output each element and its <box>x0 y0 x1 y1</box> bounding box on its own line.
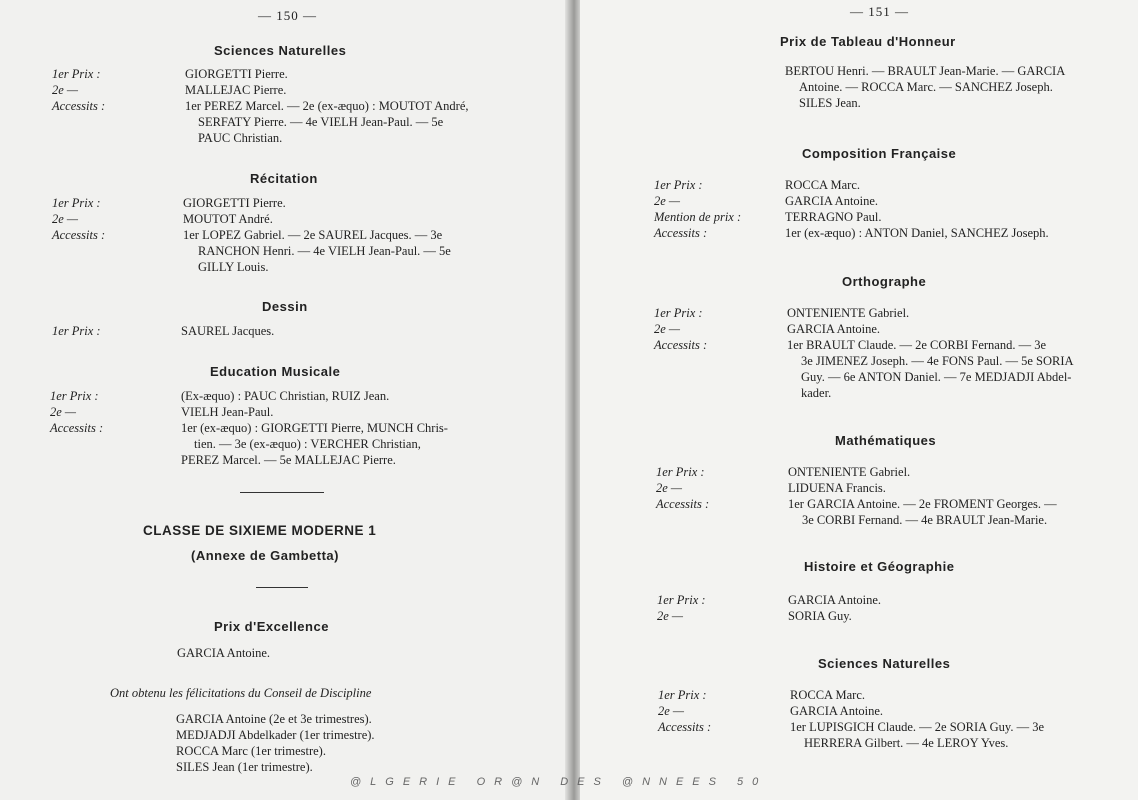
prix-excellence-winner: GARCIA Antoine. <box>177 646 271 660</box>
award-label: Accessits : <box>654 338 708 352</box>
award-value: MOUTOT André. <box>183 212 273 226</box>
award-value: ROCCA Marc. <box>785 178 860 192</box>
award-row <box>50 388 550 404</box>
award-value: 1er (ex-æquo) : GIORGETTI Pierre, MUNCH Chris- <box>181 421 448 435</box>
award-row <box>658 687 1136 703</box>
continuation-line: GILLY Louis. <box>198 260 269 274</box>
award-row <box>654 321 1134 337</box>
felicitations-list <box>176 711 375 775</box>
text-line: SILES Jean. <box>799 96 861 110</box>
continuation-line: kader. <box>801 386 832 400</box>
text-line: Antoine. — ROCCA Marc. — SANCHEZ Joseph. <box>799 80 1053 94</box>
award-row <box>52 98 552 114</box>
section-title-sciences-naturelles: Sciences Naturelles <box>214 43 347 58</box>
award-row <box>654 225 1134 241</box>
award-label: 2e — <box>52 83 79 97</box>
award-row <box>52 227 552 243</box>
award-row <box>654 209 1134 225</box>
continuation-line: 3e JIMENEZ Joseph. — 4e FONS Paul. — 5e SORIA <box>801 354 1074 368</box>
award-label: Accessits : <box>656 497 710 511</box>
award-label: 2e — <box>52 212 79 226</box>
section-sciences-naturelles-right <box>658 687 1136 751</box>
list-item: GARCIA Antoine (2e et 3e trimestres). <box>176 712 372 726</box>
section-title-education-musicale: Education Musicale <box>210 364 341 379</box>
continuation-line: RANCHON Henri. — 4e VIELH Jean-Paul. — 5e <box>198 244 451 258</box>
award-label: 2e — <box>656 481 683 495</box>
section-title-dessin: Dessin <box>262 299 308 314</box>
award-value: ROCCA Marc. <box>790 688 865 702</box>
award-value: MALLEJAC Pierre. <box>185 83 287 97</box>
award-value: GARCIA Antoine. <box>790 704 884 718</box>
award-row <box>50 404 550 420</box>
class-subtitle: (Annexe de Gambetta) <box>191 548 339 563</box>
award-label: 2e — <box>657 609 684 623</box>
continuation-line: tien. — 3e (ex-æquo) : VERCHER Christian, <box>194 437 421 451</box>
award-label: 1er Prix : <box>50 389 99 403</box>
continuation-line: PAUC Christian. <box>198 131 283 145</box>
award-row <box>656 464 1136 480</box>
continuation-line: Guy. — 6e ANTON Daniel. — 7e MEDJADJI Abdel- <box>801 370 1072 384</box>
list-item: SILES Jean (1er trimestre). <box>176 760 313 774</box>
class-title: CLASSE DE SIXIEME MODERNE 1 <box>143 523 377 538</box>
award-value: 1er BRAULT Claude. — 2e CORBI Fernand. — 3e <box>787 338 1047 352</box>
award-value: 1er (ex-æquo) : ANTON Daniel, SANCHEZ Joseph. <box>785 226 1049 240</box>
award-row <box>658 703 1136 719</box>
section-dessin <box>52 323 552 339</box>
award-row <box>52 323 552 339</box>
section-title-tableau-honneur: Prix de Tableau d'Honneur <box>780 34 956 49</box>
section-title-prix-excellence: Prix d'Excellence <box>214 619 329 634</box>
award-value: GARCIA Antoine. <box>785 194 879 208</box>
award-label: 1er Prix : <box>656 465 705 479</box>
section-orthographe <box>654 305 1134 401</box>
award-value: SAUREL Jacques. <box>181 324 275 338</box>
award-row <box>656 496 1136 512</box>
award-value: ONTENIENTE Gabriel. <box>787 306 910 320</box>
section-tableau-honneur <box>785 63 1065 111</box>
section-title-orthographe: Orthographe <box>842 274 927 289</box>
award-label: Accessits : <box>52 228 106 242</box>
award-value: GIORGETTI Pierre. <box>183 196 286 210</box>
award-row <box>654 337 1134 353</box>
award-row <box>52 82 552 98</box>
award-value: GIORGETTI Pierre. <box>185 67 288 81</box>
award-label: 1er Prix : <box>657 593 706 607</box>
continuation-line: SERFATY Pierre. — 4e VIELH Jean-Paul. — 5e <box>198 115 444 129</box>
award-label: 2e — <box>654 194 681 208</box>
award-row <box>50 420 550 436</box>
felicitations-title: Ont obtenu les félicitations du Conseil de Discipline <box>110 686 372 700</box>
award-row <box>52 66 552 82</box>
award-row <box>657 608 1137 624</box>
left-page <box>0 0 568 800</box>
award-label: Accessits : <box>658 720 712 734</box>
award-label: 2e — <box>658 704 685 718</box>
section-title-sciences-naturelles: Sciences Naturelles <box>818 656 951 671</box>
continuation-line: HERRERA Gilbert. — 4e LEROY Yves. <box>804 736 1009 750</box>
section-recitation <box>52 195 552 275</box>
list-item: MEDJADJI Abdelkader (1er trimestre). <box>176 728 375 742</box>
section-education-musicale <box>50 388 550 468</box>
award-value: ONTENIENTE Gabriel. <box>788 465 911 479</box>
divider <box>256 587 308 588</box>
watermark: @LGERIE OR@N DES @NNEES 50 <box>350 776 768 788</box>
award-value: 1er LOPEZ Gabriel. — 2e SAUREL Jacques. — 3e <box>183 228 443 242</box>
award-label: Accessits : <box>50 421 104 435</box>
divider <box>240 492 324 493</box>
award-row <box>654 193 1134 209</box>
section-histoire-geographie <box>657 592 1137 624</box>
award-value: SORIA Guy. <box>788 609 852 623</box>
section-title-recitation: Récitation <box>250 171 318 186</box>
section-title-composition-francaise: Composition Française <box>802 146 957 161</box>
continuation-line: 3e CORBI Fernand. — 4e BRAULT Jean-Marie. <box>802 513 1048 527</box>
right-page <box>580 0 1138 800</box>
award-row <box>656 480 1136 496</box>
award-label: 1er Prix : <box>52 67 101 81</box>
award-label: 1er Prix : <box>658 688 707 702</box>
section-title-histoire-geographie: Histoire et Géographie <box>804 559 955 574</box>
award-value: (Ex-æquo) : PAUC Christian, RUIZ Jean. <box>181 389 390 403</box>
text-line: BERTOU Henri. — BRAULT Jean-Marie. — GARCIA <box>785 64 1066 78</box>
award-value: VIELH Jean-Paul. <box>181 405 274 419</box>
award-value: TERRAGNO Paul. <box>785 210 882 224</box>
continuation-line: PEREZ Marcel. — 5e MALLEJAC Pierre. <box>181 453 396 467</box>
award-value: 1er GARCIA Antoine. — 2e FROMENT Georges. — <box>788 497 1057 511</box>
award-row <box>657 592 1137 608</box>
award-label: 1er Prix : <box>654 178 703 192</box>
award-row <box>654 177 1134 193</box>
award-row <box>52 211 552 227</box>
page-number-right: — 151 — <box>850 4 909 19</box>
section-mathematiques <box>656 464 1136 528</box>
award-row <box>52 195 552 211</box>
section-sciences-naturelles <box>52 66 552 146</box>
award-label: 1er Prix : <box>654 306 703 320</box>
section-composition-francaise <box>654 177 1134 241</box>
award-label: Accessits : <box>52 99 106 113</box>
award-value: 1er PEREZ Marcel. — 2e (ex-æquo) : MOUTOT André, <box>185 99 469 113</box>
award-value: LIDUENA Francis. <box>788 481 886 495</box>
section-title-mathematiques: Mathématiques <box>835 433 937 448</box>
award-label: 1er Prix : <box>52 324 101 338</box>
award-row <box>654 305 1134 321</box>
award-label: 2e — <box>654 322 681 336</box>
page-number-left: — 150 — <box>258 8 317 23</box>
list-item: ROCCA Marc (1er trimestre). <box>176 744 326 758</box>
award-row <box>658 719 1136 735</box>
award-value: GARCIA Antoine. <box>788 593 882 607</box>
award-label: 1er Prix : <box>52 196 101 210</box>
award-label: 2e — <box>50 405 77 419</box>
award-value: 1er LUPISGICH Claude. — 2e SORIA Guy. — 3e <box>790 720 1045 734</box>
award-label: Accessits : <box>654 226 708 240</box>
award-label: Mention de prix : <box>654 210 742 224</box>
award-value: GARCIA Antoine. <box>787 322 881 336</box>
